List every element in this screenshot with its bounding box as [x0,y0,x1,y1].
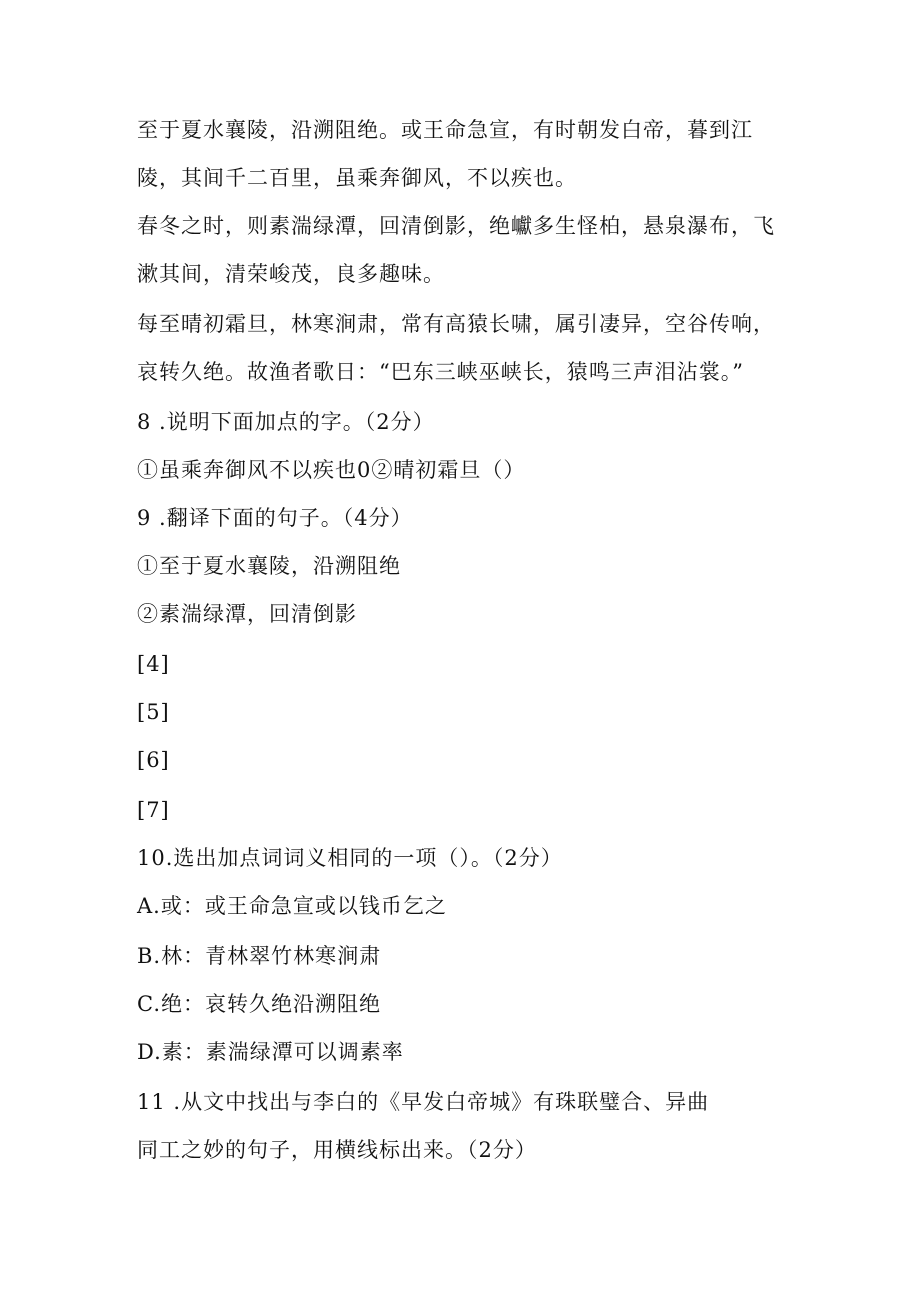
question-10-option-a: A.或：或王命急宣或以钱币乞之 [137,894,447,918]
answer-blank-6: [6] [137,748,170,772]
passage-line-4: 漱其间，清荣峻茂，良多趣味。 [137,262,445,286]
question-11-line-1: 11 .从文中找出与李白的《早发白帝城》有珠联璧合、异曲 [137,1090,710,1114]
question-9-item-2: ②素湍绿潭，回清倒影 [137,602,357,626]
question-8-title: 8 .说明下面加点的字。（2分） [137,410,435,434]
answer-blank-5: [5] [137,700,170,724]
question-11-line-2: 同工之妙的句子，用横线标出来。（2分） [137,1138,537,1162]
question-10-title: 10.选出加点词词义相同的一项（）。（2分） [137,846,563,870]
question-9-item-1: ①至于夏水襄陵，沿溯阻绝 [137,554,401,578]
question-8-items: ①虽乘奔御风不以疾也0②晴初霜旦（） [137,458,526,482]
question-10-option-b: B.林：青林翠竹林寒涧肃 [137,944,382,968]
passage-line-2: 陵，其间千二百里，虽乘奔御风，不以疾也。 [137,166,577,190]
passage-line-1: 至于夏水襄陵，沿溯阻绝。或王命急宣，有时朝发白帝，暮到江 [137,118,753,142]
passage-line-3: 春冬之时，则素湍绿潭，回清倒影，绝巘多生怪柏，悬泉瀑布，飞 [137,214,775,238]
answer-blank-4: [4] [137,652,170,676]
question-10-option-c: C.绝：哀转久绝沿溯阻绝 [137,992,381,1016]
answer-blank-7: [7] [137,798,170,822]
question-9-title: 9 .翻译下面的句子。（4分） [137,506,413,530]
passage-line-6: 哀转久绝。故渔者歌日：“巴东三峡巫峡长，猿鸣三声泪沾裳。” [137,360,744,384]
question-10-option-d: D.素：素湍绿潭可以调素率 [137,1040,404,1064]
passage-line-5: 每至晴初霜旦，林寒涧肃，常有高猿长啸，属引凄异，空谷传响， [137,312,775,336]
